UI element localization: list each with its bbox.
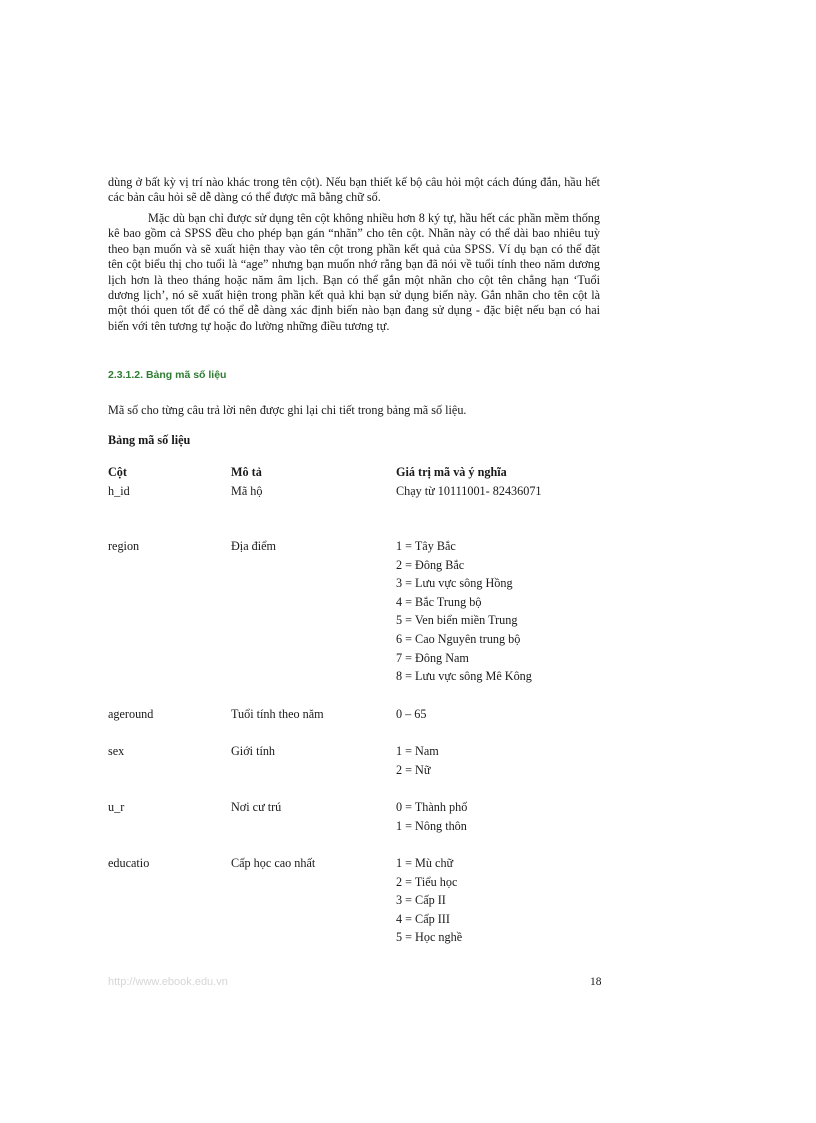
value-item: 8 = Lưu vực sông Mê Kông [396, 669, 532, 684]
value-item: 0 – 65 [396, 707, 427, 721]
table-cell-column: region [108, 539, 140, 553]
table-cell-values [396, 705, 426, 724]
value-item: 2 = Đông Bắc [396, 557, 465, 572]
value-item: 0 = Thành phố [396, 800, 468, 814]
table-cell-column: u_r [108, 800, 125, 814]
value-item: 6 = Cao Nguyên trung bộ [396, 631, 521, 646]
table-cell-column: ageround [108, 707, 154, 721]
column-header-mo-ta: Mô tả [231, 465, 262, 479]
table-cell-values [396, 742, 439, 779]
value-item: 1 = Tây Bắc [396, 539, 456, 553]
table-cell-column: h_id [108, 484, 130, 498]
column-header-cot: Cột [108, 465, 127, 479]
table-cell-description: Tuổi tính theo năm [231, 707, 324, 721]
value-item: 1 = Nam [396, 744, 439, 758]
intro-text: Mã số cho từng câu trả lời nên được ghi lại chi tiết trong bảng mã số liệu. [108, 403, 467, 417]
table-cell-values [396, 537, 532, 686]
value-item: 3 = Cấp II [396, 893, 446, 908]
table-title: Bảng mã số liệu [108, 433, 191, 447]
table-cell-values [396, 798, 467, 835]
table-cell-description: Giới tính [231, 744, 276, 758]
value-item: 5 = Học nghề [396, 930, 463, 945]
table-cell-description: Cấp học cao nhất [231, 856, 316, 870]
value-item: Chạy từ 10111001- 82436071 [396, 484, 542, 498]
value-item: 7 = Đông Nam [396, 650, 469, 665]
column-header-gia-tri: Giá trị mã và ý nghĩa [396, 465, 507, 479]
value-item: 2 = Tiểu học [396, 874, 458, 889]
body-paragraph: dùng ở bất kỳ vị trí nào khác trong tên cột). Nếu bạn thiết kế bộ câu hỏi một cách đúng đắn, hầu hết các bản câu hỏi sẽ dễ dàng có thể được mã bằng chữ số. [108, 175, 600, 205]
section-heading: 2.3.1.2. Bảng mã số liệu [108, 369, 227, 381]
table-cell-description: Nơi cư trú [231, 800, 282, 814]
table-cell-column: sex [108, 744, 125, 758]
value-item: 5 = Ven biển miền Trung [396, 613, 518, 628]
table-cell-column: educatio [108, 856, 150, 870]
value-item: 3 = Lưu vực sông Hồng [396, 576, 513, 591]
value-item: 1 = Nông thôn [396, 818, 467, 833]
table-cell-values [396, 482, 542, 501]
table-cell-values [396, 854, 462, 947]
value-item: 2 = Nữ [396, 762, 431, 777]
table-cell-description: Mã hộ [231, 484, 263, 498]
footer-url-link[interactable]: http://www.ebook.edu.vn [108, 976, 228, 988]
page-number: 18 [590, 976, 602, 988]
table-cell-description: Địa điểm [231, 539, 277, 553]
value-item: 1 = Mù chữ [396, 856, 454, 870]
value-item: 4 = Bắc Trung bộ [396, 594, 482, 609]
body-paragraph: Mặc dù bạn chỉ được sử dụng tên cột không nhiều hơn 8 ký tự, hầu hết các phần mềm thống kê bao gồm cả SPSS đều cho phép bạn gán “nhãn” cho tên cột. Nhãn này có thể dài bao nhiêu tuỳ theo bạn muốn và sẽ xuất hiện thay vào tên cột trong phần kết quả của SPSS. Ví dụ bạn có thể đặt tên cột biểu thị cho tuổi là “age” nhưng bạn muốn nhớ rằng bạn đã nói về tuổi tính theo năm dương lịch hơn là theo tháng hoặc năm âm lịch. Bạn có thể gắn một nhãn cho cột tên chẳng hạn ‘Tuổi dương lịch’, nó sẽ xuất hiện trong phần kết quả khi bạn sử dụng biến này. Gắn nhãn cho tên cột là một thói quen tốt để có thể dễ dàng xác định biến nào bạn đang sử dụng - đặc biệt nếu bạn có hai biến với tên tương tự hoặc đo lường những điều tương tự. [108, 211, 600, 333]
value-item: 4 = Cấp III [396, 911, 450, 926]
